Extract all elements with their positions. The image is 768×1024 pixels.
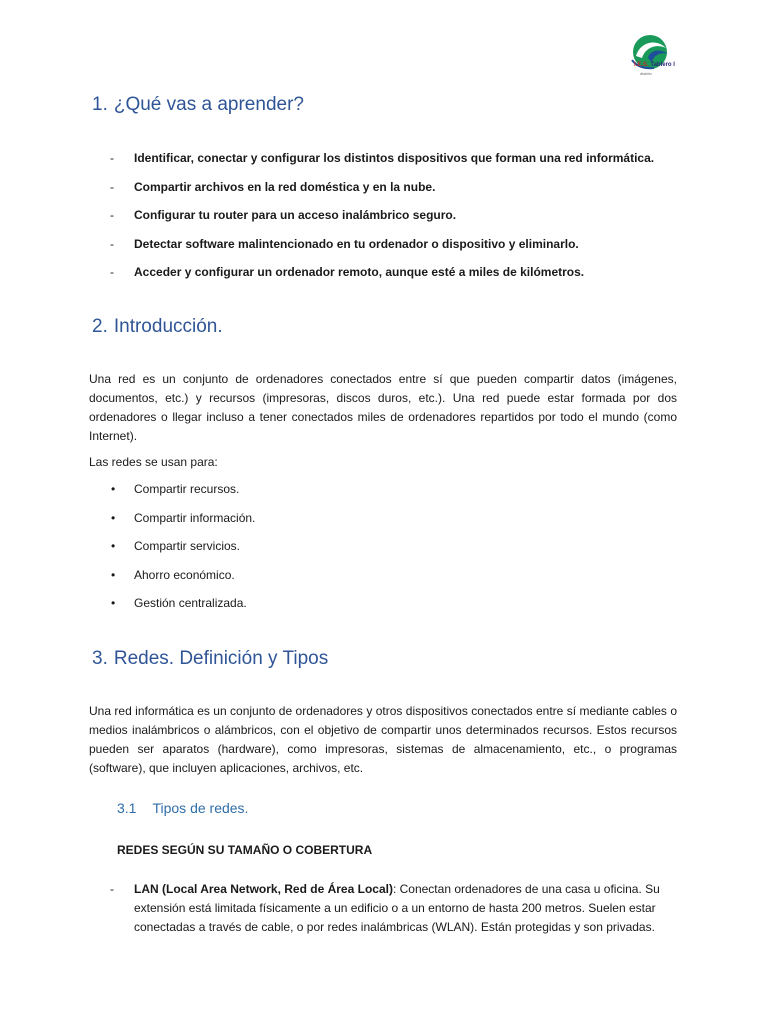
list-item: - Configurar tu router para un acceso inalámbrico seguro. (110, 208, 457, 222)
uses-list (110, 482, 255, 625)
subsection-number: 3.1 (117, 800, 137, 816)
section-number: 2. (92, 316, 108, 337)
intro-paragraph: Una red es un conjunto de ordenadores conectados entre sí que pueden compartir datos (imágenes, documentos, etc.) y recursos (impresoras, discos duros, etc.). Una red puede estar formada por dos ordenadores o llegar incluso a tener conectados miles de ordenadores repartidos por todo el mundo (como Internet). (89, 372, 677, 443)
list-item: • Compartir información. (111, 510, 256, 525)
section-title: Introducción. (113, 316, 223, 337)
logo-subcaption: distrito (640, 71, 652, 76)
lan-term: LAN (Local Area Network, Red de Área Local) (134, 882, 393, 896)
section-2-heading (92, 316, 223, 338)
lan-definition: - LAN (Local Area Network, Red de Área Local): Conectan ordenadores de una casa u oficina. Su extensión está limitada físicamente a un edificio o a un entorno de hasta 200 metros. Suelen estar conectadas a través de cable, o por redes inalámbricas (WLAN). Están protegidas y son privadas. (110, 882, 660, 934)
lan-text: : Conectan ordenadores de una casa u oficina. Su extensión está limitada físicamente a un edificio o a un entorno de hasta 200 metros. Suelen estar conectadas a través de cable, o por redes inalámbricas (WLAN). Están protegidas y son privadas. (134, 882, 660, 934)
section-title: Redes. Definición y Tipos (113, 648, 329, 669)
list-item: • Compartir servicios. (111, 539, 241, 553)
section-3-heading (92, 648, 328, 670)
list-item: • Gestión centralizada. (111, 596, 247, 610)
section-number: 1. (92, 94, 108, 115)
list-item: - Identificar, conectar y configurar los distintos dispositivos que forman una red informática. (110, 151, 655, 165)
list-item: • Compartir recursos. (111, 482, 240, 496)
list-item: - Detectar software malintencionado en tu ordenador o dispositivo y eliminarlo. (110, 236, 579, 251)
definition-paragraph: Una red informática es un conjunto de ordenadores y otros dispositivos conectados entre sí mediante cables o medios inalámbricos o alámbricos, con el objetivo de compartir unos determinados recursos. Estos recursos pueden ser aparatos (hardware), como impresoras, sistemas de almacenamiento, etc., o programas (software), que incluyen aplicaciones, archivos, etc. (89, 704, 677, 775)
uses-intro: Las redes se usan para: (89, 455, 218, 469)
section-number: 3. (92, 648, 108, 669)
bold-subheading: REDES SEGÚN SU TAMAÑO O COBERTURA (117, 843, 373, 857)
section-1-heading (92, 94, 304, 116)
subsection-title: Tipos de redes. (152, 800, 249, 816)
list-item: • Ahorro económico. (111, 567, 235, 582)
learning-goals-list (110, 151, 690, 294)
list-item: - Compartir archivos en la red doméstica y en la nube. (110, 179, 436, 194)
section-title: ¿Qué vas a aprender? (113, 94, 304, 115)
logo-caption: I.E.S. Tablero I (634, 62, 675, 68)
list-item: - Acceder y configurar un ordenador remoto, aunque esté a miles de kilómetros. (110, 265, 585, 279)
subsection-heading (117, 799, 248, 817)
